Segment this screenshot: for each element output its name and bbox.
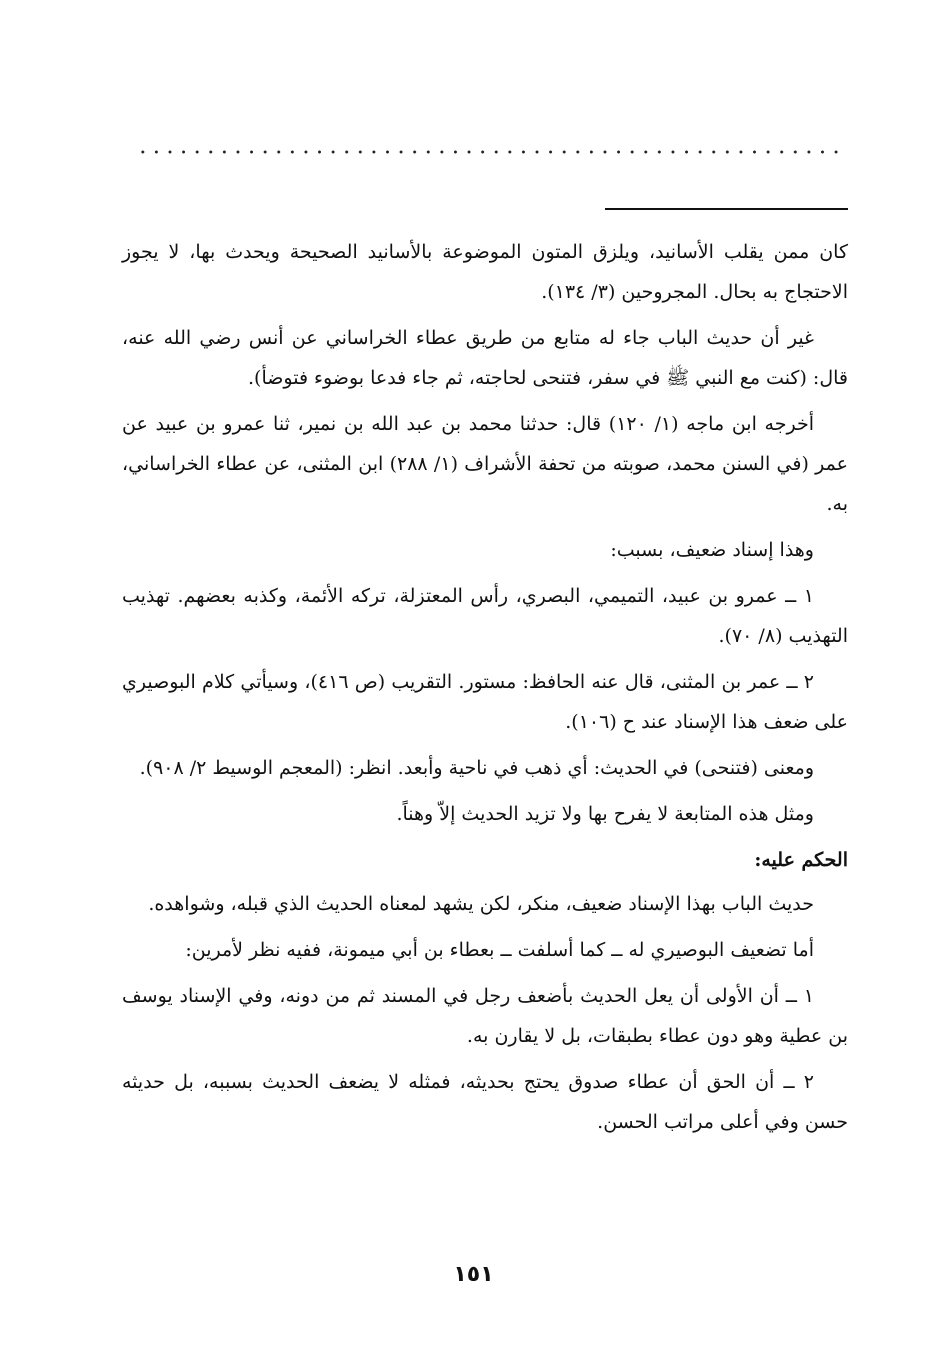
- list-item: ١ ــ عمرو بن عبيد، التميمي، البصري، رأس المعتزلة، تركه الأئمة، وكذبه بعضهم. تهذيب التهذيب (٨/ ٧٠).: [122, 585, 848, 647]
- dotted-separator: [136, 150, 848, 154]
- paragraph: أما تضعيف البوصيري له ــ كما أسلفت ــ بعطاء بن أبي ميمونة، ففيه نظر لأمرين:: [185, 939, 814, 961]
- paragraph: ومعنى (فتنحى) في الحديث: أي ذهب في ناحية وأبعد. انظر: (المعجم الوسيط ٢/ ٩٠٨).: [139, 757, 814, 779]
- page-body: [122, 232, 848, 1148]
- page-number: ١٥١: [453, 1262, 494, 1287]
- footnote-text: كان ممن يقلب الأسانيد، ويلزق المتون الموضوعة بالأسانيد الصحيحة ويحدث بها، لا يجوز الاحتجاج به بحال. المجروحين (٣/ ١٣٤).: [122, 241, 848, 303]
- footnote-rule: [605, 208, 848, 210]
- paragraph: ومثل هذه المتابعة لا يفرح بها ولا تزيد الحديث إلاّ وهناً.: [396, 803, 814, 825]
- paragraph: غير أن حديث الباب جاء له متابع من طريق عطاء الخراساني عن أنس رضي الله عنه، قال: (كنت مع النبي ﷺ في سفر، فتنحى لحاجته، ثم جاء فدعا بوضوء فتوضأ).: [122, 327, 848, 389]
- paragraph: أخرجه ابن ماجه (١/ ١٢٠) قال: حدثنا محمد بن عبد الله بن نمير، ثنا عمرو بن عبيد عن عمر (في السنن محمد، صوبته من تحفة الأشراف (١/ ٢٨٨) ابن المثنى، عن عطاء الخراساني، به.: [122, 413, 848, 515]
- section-heading: الحكم عليه:: [754, 849, 848, 871]
- list-item: ٢ ــ أن الحق أن عطاء صدوق يحتج بحديثه، فمثله لا يضعف الحديث بسببه، بل حديثه حسن وفي أعلى مراتب الحسن.: [122, 1071, 848, 1133]
- paragraph: حديث الباب بهذا الإسناد ضعيف، منكر، لكن يشهد لمعناه الحديث الذي قبله، وشواهده.: [148, 893, 814, 915]
- list-item: ٢ ــ عمر بن المثنى، قال عنه الحافظ: مستور. التقريب (ص ٤١٦)، وسيأتي كلام البوصيري على ضعف هذا الإسناد عند ح (١٠٦).: [122, 671, 848, 733]
- list-item: ١ ــ أن الأولى أن يعل الحديث بأضعف رجل في المسند ثم من دونه، وفي الإسناد يوسف بن عطية وهو دون عطاء بطبقات، بل لا يقارن به.: [122, 985, 848, 1047]
- paragraph: وهذا إسناد ضعيف، بسبب:: [610, 539, 814, 561]
